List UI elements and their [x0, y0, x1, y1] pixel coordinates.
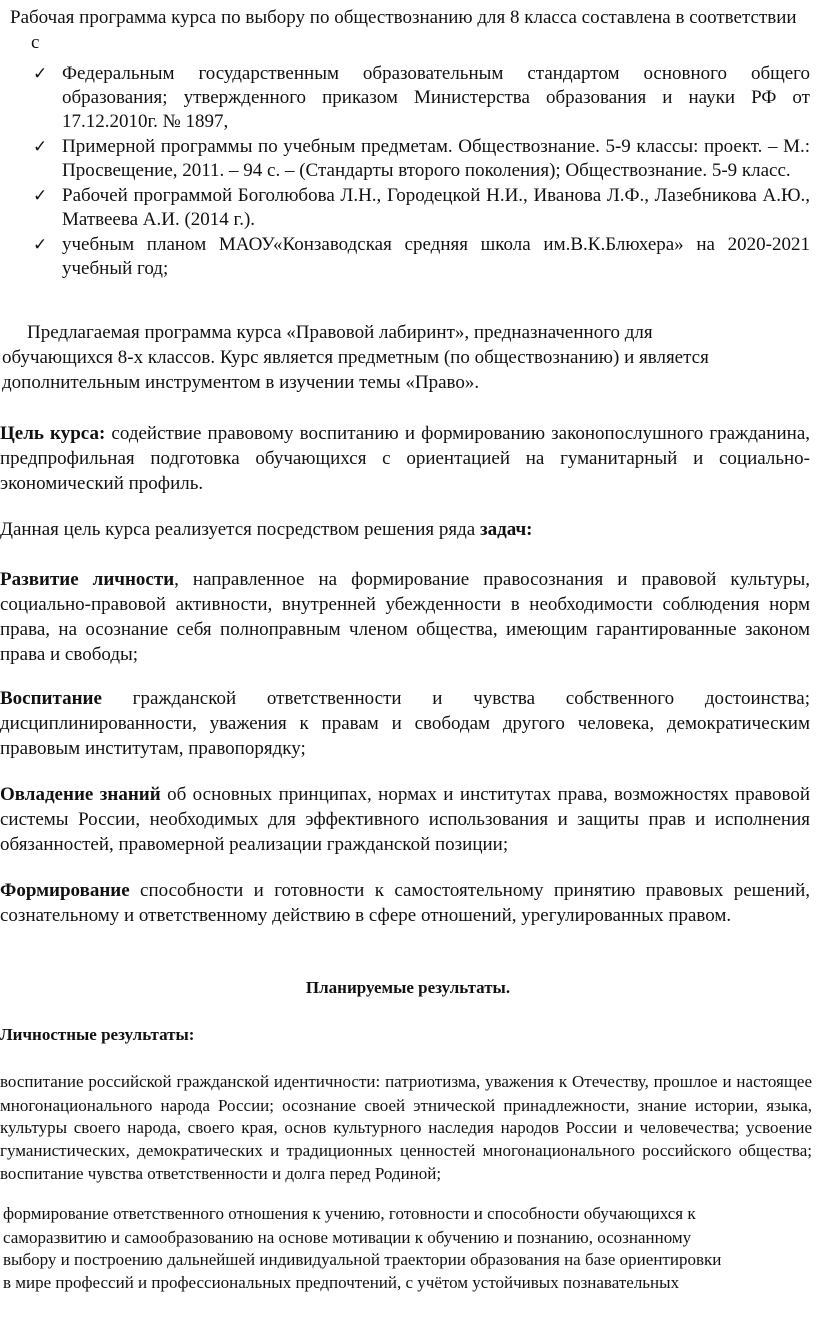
task-paragraph: Воспитание гражданской ответственности и чувства собственного достоинства; дисциплинированности, уважения к правам и свободам другого человека, демократическим правовым институтам, правопорядку; — [0, 688, 810, 759]
checkmark-icon: ✓ — [33, 64, 48, 84]
compliance-checklist — [0, 62, 816, 282]
checkmark-icon: ✓ — [33, 186, 48, 206]
checklist-item: ✓ Примерной программы по учебным предметам. Обществознание. 5-9 классы: проект. – М.: Просвещение, 2011. – 94 с. – (Стандарты второго поколения); Обществознание. 5-9 класс. — [33, 136, 810, 181]
personal-result-item: формирование ответственного отношения к учению, готовности и способности обучающихся к саморазвитию и самообразованию на основе мотивации к обучению и познанию, осознанному выбору и построению дальнейшей индивидуальной траектории образования на базе ориентировки в мире профессий и профессиональных предпочтений, с учётом устойчивых познавательных — [3, 1204, 722, 1293]
course-paragraph: Предлагаемая программа курса «Правовой лабиринт», предназначенного для обучающихся 8-х классов. Курс является предметным (по обществознанию) и является дополнительным инструментом в изучении темы «Право». — [2, 322, 709, 393]
checklist-item: ✓ Рабочей программой Боголюбова Л.Н., Городецкой Н.И., Иванова Л.Ф., Лазебникова А.Ю., Матвеева А.И. (2014 г.). — [33, 185, 810, 230]
task-paragraph: Овладение знаний об основных принципах, нормах и институтах права, возможностях правовой системы России, необходимых для эффективного использования и защиты прав и исполнения обязанностей, правомерной реализации гражданской позиции; — [0, 784, 810, 855]
goal-paragraph: Цель курса: содействие правовому воспитанию и формированию законопослушного гражданина, предпрофильная подготовка обучающихся с ориентацией на гуманитарный и социально-экономический профиль. — [0, 423, 810, 494]
checkmark-icon: ✓ — [33, 235, 48, 255]
checklist-item: ✓ Федеральным государственным образовательным стандартом основного общего образования; утвержденного приказом Министерства образования и науки РФ от 17.12.2010г. № 1897, — [33, 63, 810, 132]
task-paragraph: Развитие личности, направленное на формирование правосознания и правовой культуры, социально-правовой активности, внутренней убежденности в необходимости соблюдения норм права, на осознание себя полноправным членом общества, имеющим гарантированные законом права и свободы; — [0, 569, 810, 665]
intro-paragraph — [10, 5, 810, 55]
tasks-intro: Данная цель курса реализуется посредством решения ряда задач: — [0, 519, 533, 540]
intro-line1: Рабочая программа курса по выбору по обществознанию для 8 класса составлена в соответствии — [10, 7, 797, 28]
task-paragraph: Формирование способности и готовности к самостоятельному принятию правовых решений, сознательному и ответственному действию в сфере отношений, урегулированных правом. — [0, 880, 810, 926]
results-heading: Планируемые результаты. — [305, 978, 511, 997]
intro-line2: с — [31, 32, 40, 53]
personal-result-item: воспитание российской гражданской идентичности: патриотизма, уважения к Отечеству, прошлое и настоящее многонационального народа России; осознание своей этнической принадлежности, знание истории, языка, культуры своего народа, своего края, основ культурного наследия народов России и человечества; усвоение гуманистических, демократических и традиционных ценностей многонационального российского общества; воспитание чувства ответственности и долга перед Родиной; — [0, 1072, 812, 1183]
checkmark-icon: ✓ — [33, 137, 48, 157]
checklist-item: ✓ учебным планом МАОУ«Конзаводская средняя школа им.В.К.Блюхера» на 2020-2021 учебный год; — [33, 234, 810, 279]
personal-results-heading: Личностные результаты: — [0, 1025, 195, 1044]
goal-label: Цель курса: — [0, 423, 106, 444]
